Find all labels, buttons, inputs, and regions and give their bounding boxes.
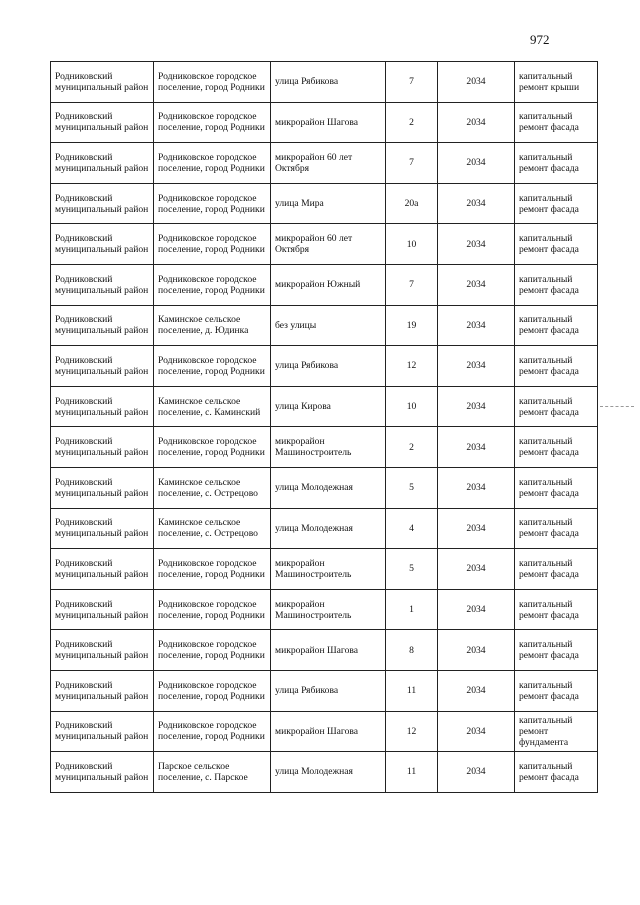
year-cell: 2034	[438, 143, 515, 184]
settlement-cell: Родниковское городское поселение, город Родники	[154, 427, 271, 468]
settlement-cell: Родниковское городское поселение, город Родники	[154, 264, 271, 305]
scan-margin-mark	[600, 406, 634, 408]
year-cell: 2034	[438, 467, 515, 508]
table-row	[51, 143, 598, 184]
street-cell: без улицы	[271, 305, 386, 346]
table-row	[51, 630, 598, 671]
work-type-cell: капитальный ремонт фасада	[515, 467, 598, 508]
table-row	[51, 467, 598, 508]
settlement-cell: Парское сельское поселение, с. Парское	[154, 752, 271, 793]
settlement-cell: Каминское сельское поселение, с. Каминский	[154, 386, 271, 427]
street-cell: микрорайон Шагова	[271, 102, 386, 143]
work-type-cell: капитальный ремонт фасада	[515, 224, 598, 265]
work-type-cell: капитальный ремонт фасада	[515, 508, 598, 549]
work-type-cell: капитальный ремонт фасада	[515, 386, 598, 427]
house-number-cell: 7	[386, 62, 438, 103]
house-number-cell: 10	[386, 386, 438, 427]
year-cell: 2034	[438, 508, 515, 549]
year-cell: 2034	[438, 549, 515, 590]
street-cell: улица Рябикова	[271, 670, 386, 711]
settlement-cell: Родниковское городское поселение, город Родники	[154, 346, 271, 387]
municipality-cell: Родниковский муниципальный район	[51, 264, 154, 305]
year-cell: 2034	[438, 305, 515, 346]
table-row	[51, 264, 598, 305]
work-type-cell: капитальный ремонт фасада	[515, 670, 598, 711]
street-cell: микрорайон Шагова	[271, 711, 386, 752]
street-cell: микрорайон Шагова	[271, 630, 386, 671]
municipality-cell: Родниковский муниципальный район	[51, 630, 154, 671]
municipality-cell: Родниковский муниципальный район	[51, 346, 154, 387]
house-number-cell: 4	[386, 508, 438, 549]
settlement-cell: Каминское сельское поселение, с. Острецово	[154, 508, 271, 549]
street-cell: улица Рябикова	[271, 346, 386, 387]
house-number-cell: 11	[386, 670, 438, 711]
municipality-cell: Родниковский муниципальный район	[51, 427, 154, 468]
street-cell: улица Мира	[271, 183, 386, 224]
work-type-cell: капитальный ремонт фундамента	[515, 711, 598, 752]
street-cell: микрорайон Южный	[271, 264, 386, 305]
repair-schedule-table	[50, 61, 598, 793]
municipality-cell: Родниковский муниципальный район	[51, 386, 154, 427]
settlement-cell: Родниковское городское поселение, город Родники	[154, 224, 271, 265]
municipality-cell: Родниковский муниципальный район	[51, 711, 154, 752]
table-row	[51, 752, 598, 793]
settlement-cell: Родниковское городское поселение, город Родники	[154, 711, 271, 752]
settlement-cell: Родниковское городское поселение, город Родники	[154, 589, 271, 630]
municipality-cell: Родниковский муниципальный район	[51, 305, 154, 346]
work-type-cell: капитальный ремонт фасада	[515, 305, 598, 346]
work-type-cell: капитальный ремонт фасада	[515, 346, 598, 387]
settlement-cell: Каминское сельское поселение, д. Юдинка	[154, 305, 271, 346]
year-cell: 2034	[438, 386, 515, 427]
year-cell: 2034	[438, 346, 515, 387]
year-cell: 2034	[438, 183, 515, 224]
house-number-cell: 11	[386, 752, 438, 793]
work-type-cell: капитальный ремонт фасада	[515, 427, 598, 468]
table-row	[51, 427, 598, 468]
year-cell: 2034	[438, 711, 515, 752]
page-number: 972	[530, 32, 550, 47]
municipality-cell: Родниковский муниципальный район	[51, 670, 154, 711]
table-row	[51, 305, 598, 346]
table-row	[51, 549, 598, 590]
work-type-cell: капитальный ремонт фасада	[515, 143, 598, 184]
year-cell: 2034	[438, 670, 515, 711]
work-type-cell: капитальный ремонт фасада	[515, 752, 598, 793]
house-number-cell: 12	[386, 346, 438, 387]
year-cell: 2034	[438, 264, 515, 305]
work-type-cell: капитальный ремонт фасада	[515, 183, 598, 224]
year-cell: 2034	[438, 589, 515, 630]
street-cell: улица Кирова	[271, 386, 386, 427]
work-type-cell: капитальный ремонт крыши	[515, 62, 598, 103]
street-cell: улица Молодежная	[271, 752, 386, 793]
house-number-cell: 5	[386, 467, 438, 508]
settlement-cell: Родниковское городское поселение, город Родники	[154, 143, 271, 184]
house-number-cell: 7	[386, 264, 438, 305]
table-row	[51, 62, 598, 103]
settlement-cell: Родниковское городское поселение, город Родники	[154, 549, 271, 590]
table-row	[51, 224, 598, 265]
municipality-cell: Родниковский муниципальный район	[51, 589, 154, 630]
settlement-cell: Каминское сельское поселение, с. Острецово	[154, 467, 271, 508]
municipality-cell: Родниковский муниципальный район	[51, 508, 154, 549]
table-row	[51, 346, 598, 387]
street-cell: улица Рябикова	[271, 62, 386, 103]
year-cell: 2034	[438, 752, 515, 793]
street-cell: микрорайон 60 лет Октября	[271, 143, 386, 184]
year-cell: 2034	[438, 224, 515, 265]
settlement-cell: Родниковское городское поселение, город Родники	[154, 102, 271, 143]
work-type-cell: капитальный ремонт фасада	[515, 589, 598, 630]
work-type-cell: капитальный ремонт фасада	[515, 102, 598, 143]
table-row	[51, 670, 598, 711]
year-cell: 2034	[438, 102, 515, 143]
house-number-cell: 5	[386, 549, 438, 590]
house-number-cell: 19	[386, 305, 438, 346]
settlement-cell: Родниковское городское поселение, город Родники	[154, 183, 271, 224]
table-row	[51, 589, 598, 630]
table-row	[51, 183, 598, 224]
municipality-cell: Родниковский муниципальный район	[51, 752, 154, 793]
street-cell: микрорайон Машиностроитель	[271, 589, 386, 630]
street-cell: микрорайон 60 лет Октября	[271, 224, 386, 265]
year-cell: 2034	[438, 630, 515, 671]
table-row	[51, 711, 598, 752]
house-number-cell: 20а	[386, 183, 438, 224]
municipality-cell: Родниковский муниципальный район	[51, 467, 154, 508]
street-cell: микрорайон Машиностроитель	[271, 427, 386, 468]
house-number-cell: 1	[386, 589, 438, 630]
settlement-cell: Родниковское городское поселение, город Родники	[154, 62, 271, 103]
year-cell: 2034	[438, 427, 515, 468]
municipality-cell: Родниковский муниципальный район	[51, 143, 154, 184]
work-type-cell: капитальный ремонт фасада	[515, 264, 598, 305]
table-row	[51, 102, 598, 143]
house-number-cell: 2	[386, 102, 438, 143]
settlement-cell: Родниковское городское поселение, город Родники	[154, 670, 271, 711]
work-type-cell: капитальный ремонт фасада	[515, 549, 598, 590]
street-cell: улица Молодежная	[271, 508, 386, 549]
street-cell: микрорайон Машиностроитель	[271, 549, 386, 590]
house-number-cell: 2	[386, 427, 438, 468]
table-row	[51, 386, 598, 427]
year-cell: 2034	[438, 62, 515, 103]
municipality-cell: Родниковский муниципальный район	[51, 183, 154, 224]
municipality-cell: Родниковский муниципальный район	[51, 224, 154, 265]
table-row	[51, 508, 598, 549]
house-number-cell: 10	[386, 224, 438, 265]
work-type-cell: капитальный ремонт фасада	[515, 630, 598, 671]
settlement-cell: Родниковское городское поселение, город Родники	[154, 630, 271, 671]
municipality-cell: Родниковский муниципальный район	[51, 102, 154, 143]
municipality-cell: Родниковский муниципальный район	[51, 549, 154, 590]
municipality-cell: Родниковский муниципальный район	[51, 62, 154, 103]
street-cell: улица Молодежная	[271, 467, 386, 508]
house-number-cell: 7	[386, 143, 438, 184]
house-number-cell: 12	[386, 711, 438, 752]
house-number-cell: 8	[386, 630, 438, 671]
table-body	[51, 62, 598, 793]
